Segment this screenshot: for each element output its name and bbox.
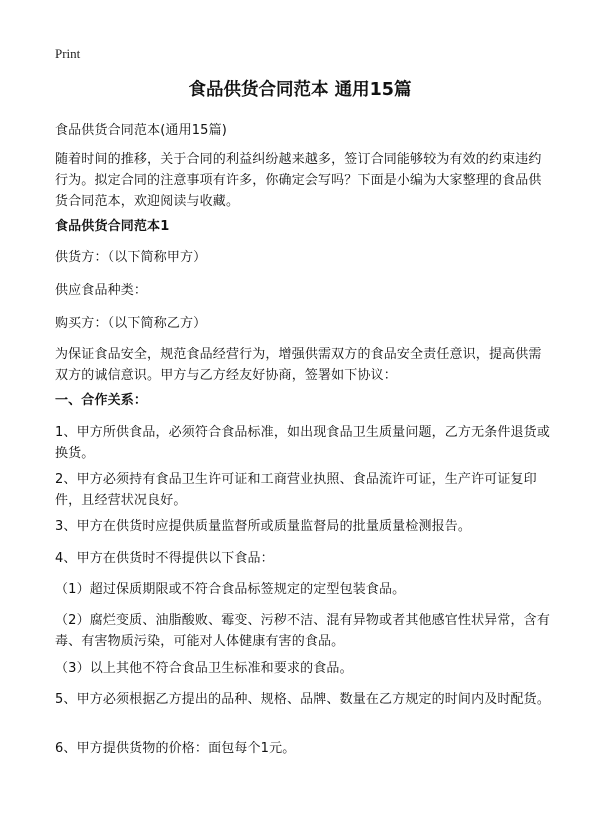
section-heading-cooperation: 一、合作关系：	[55, 393, 148, 408]
clause-4: 4、甲方在供货时不得提供以下食品：	[55, 551, 274, 566]
page-title: 食品供货合同范本 通用15篇	[188, 80, 412, 100]
clause-2: 2、甲方必须持有食品卫生许可证和工商营业执照、食品流许可证，生产许可证复印件，且经营状况良好。	[55, 472, 537, 508]
clause-1: 1、甲方所供食品，必须符合食品标准，如出现食品卫生质量问题，乙方无条件退货或换货。	[55, 425, 550, 461]
clause-6: 6、甲方提供货物的价格：面包每个1元。	[55, 741, 296, 756]
food-type-line: 供应食品种类：	[55, 283, 148, 298]
subtitle: 食品供货合同范本(通用15篇)	[55, 123, 227, 138]
intro-paragraph: 随着时间的推移，关于合同的利益纠纷越来越多，签订合同能够较为有效的约束违约行为。拟定合同的注意事项有许多，你确定会写吗？下面是小编为大家整理的食品供货合同范本，欢迎阅读与收藏。	[55, 152, 542, 209]
clause-5: 5、甲方必须根据乙方提出的品种、规格、品牌、数量在乙方规定的时间内及时配货。	[55, 692, 550, 707]
purpose-paragraph: 为保证食品安全，规范食品经营行为，增强供需双方的食品安全责任意识，提高供需双方的诚信意识。甲方与乙方经友好协商，签署如下协议：	[55, 347, 542, 383]
supplier-line: 供货方：（以下简称甲方）	[55, 250, 207, 265]
section-heading-contract-1: 食品供货合同范本1	[55, 219, 170, 234]
clause-3: 3、甲方在供货时应提供质量监督所或质量监督局的批量质量检测报告。	[55, 519, 472, 534]
clause-4-item-1: （1）超过保质期限或不符合食品标签规定的定型包装食品。	[55, 582, 406, 597]
clause-4-item-2: （2）腐烂变质、油脂酸败、霉变、污秽不洁、混有异物或者其他感官性状异常，含有毒、有害物质污染，可能对人体健康有害的食品。	[55, 613, 550, 649]
print-link[interactable]: Print	[55, 46, 81, 61]
clause-4-item-3: （3）以上其他不符合食品卫生标准和要求的食品。	[55, 661, 353, 676]
buyer-line: 购买方：（以下简称乙方）	[55, 316, 207, 331]
